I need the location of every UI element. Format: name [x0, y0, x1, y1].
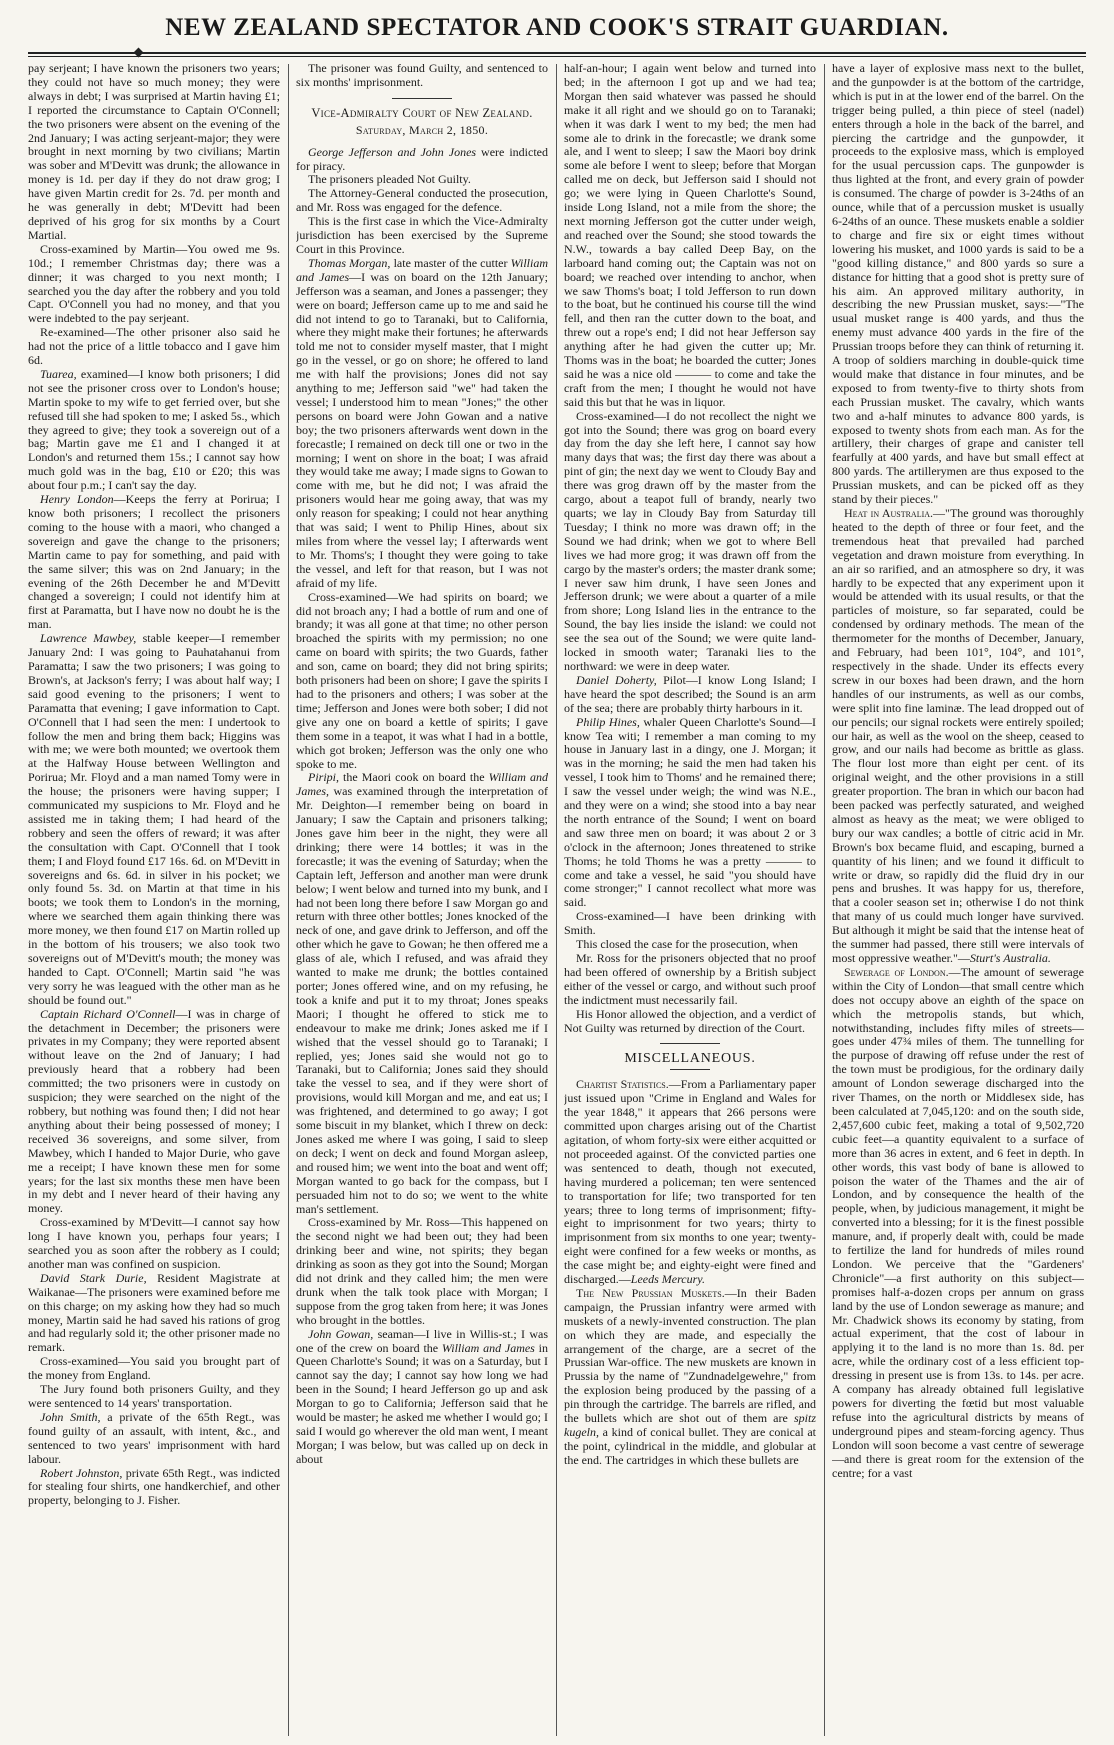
defendant-name: John Smith,	[40, 1409, 101, 1424]
testimony-text: in Queen Charlotte's Sound; it was on a Saturday, but I cannot say the day; I cannot say how long we had been in the Sound; I heard Jefferson go up and ask Morgan to go to California; Jefferson said that he would be master; he asked me whether I would go; I said I would go wherever the old man went, I meant Morgan; I was below, but was called up on deck in about	[296, 1340, 548, 1466]
witness-name: Daniel Doherty,	[576, 672, 657, 687]
column-divider	[824, 64, 825, 1736]
column-4	[832, 62, 1084, 1738]
witness-name: David Stark Durie,	[40, 1270, 147, 1285]
paragraph: half-an-hour; I again went below and turned into bed; in the afternoon I got up and we had tea; Morgan then said whatever was passed he should make it all right and we should go on to Taranaki; when it was dark I went to my bed; the men had some ale to drink in the forecastle; we drank some ale, and I went to sleep; I saw the Maori boy drink some ale before I went to sleep; before that Morgan called me on deck, but Jefferson said I should not go; we were lying in Queen Charlotte's Sound, inside Long Island, not a mile from the shore; the next morning Jefferson got the cutter under weigh, and reached over the Sound; she stood towards the N.W., towards a bay called Deep Bay, on the larboard hand coming out; the Captain was not on board; we reached over intending to anchor, when we saw Thoms's boat; I told Jefferson to run down to the boat, but he continued his course till the wind fell, and then ran the cutter down to the boat, and threw out a rope's end; I did not hear Jefferson say anything after he had given the cutter up; Mr. Thoms was in the boat; he boarded the cutter; Jones said he was a nice old ——— to come and take the craft from the men; I thought he would not have said this but that he was in liquor.	[564, 62, 816, 409]
paragraph	[564, 716, 816, 911]
section-rule	[660, 1043, 720, 1044]
masthead-rule-thin	[28, 56, 1086, 57]
paragraph	[28, 632, 280, 1007]
testimony-text: —I was on board on the 12th January; Jefferson was a seaman, and Jones a passenger; they were on board; Jefferson came up to me and said he did not intend to go to Taranaki, but to California, where they might make their fortunes; he afterwards told me not to consider myself master, that I might go in the vessel, or go on shore; he offered to land me with half the provisions; Jones did not say anything to me; Jefferson said "we" had taken the vessel; I understood him to mean "Jones;" the other persons on board were John Gowan and a native boy; the two prisoners afterwards went down in the forecastle; I remained on deck till one or two in the morning; I went on shore in the boat; I was afraid they would take me away; I made signs to Gowan to come with me, but he did not; I was afraid the prisoners would hear me going away, that was my only reason for speaking; I could not hear anything that was said; I went to Philip Hines, about six miles from where the vessel lay; I afterwards went to Mr. Thoms's; I thought they were going to take the vessel, and left for that reason, but I was not afraid of my life.	[296, 269, 548, 590]
paragraph: Mr. Ross for the prisoners objected that no proof had been offered of ownership by a British subject either of the vessel or cargo, and without such proof the indictment must necessarily fail.	[564, 951, 816, 1007]
paragraph: This is the first case in which the Vice-Admiralty jurisdiction has been exercised by the Supreme Court in this Province.	[296, 214, 548, 256]
article-heading: Heat in Australia.	[844, 506, 934, 520]
column-1	[28, 62, 280, 1738]
vessel-name: William and James	[441, 1340, 535, 1355]
paragraph	[296, 1328, 548, 1467]
witness-name: Piripi,	[308, 770, 340, 785]
vessel-name: William and James,	[296, 770, 548, 799]
witness-name: Captain Richard O'Connell	[40, 1006, 176, 1021]
article-heading: Chartist Statistics.	[576, 1077, 669, 1092]
testimony-text: the Maori cook on board the	[339, 770, 489, 785]
witness-name: Henry London	[40, 492, 114, 507]
column-divider	[288, 64, 289, 1736]
defendant-name: Robert Johnston,	[40, 1465, 123, 1480]
paragraph	[28, 1008, 280, 1217]
paragraph: Cross-examined—You said you brought part of the money from England.	[28, 1354, 280, 1383]
court-heading: Vice-Admiralty Court of New Zealand.	[311, 105, 533, 120]
case-text: private 65th Regt., was indicted for stealing four shirts, one handkerchief, and other property, belonging to J. Fisher.	[28, 1465, 280, 1508]
paragraph: This closed the case for the prosecution, when	[576, 937, 798, 952]
witness-name: Philip Hines,	[576, 714, 640, 729]
paragraph	[564, 1287, 816, 1468]
section-heading: MISCELLANEOUS.	[624, 1051, 756, 1067]
witness-name: John Gowan,	[308, 1326, 374, 1341]
testimony-text: —Keeps the ferry at Porirua; I know both prisoners; I recollect the prisoners coming to the house with a maori, who changed a sovereign and gave the change to the prisoners; Martin came to pay for something, and paid with the same silver; this was on 2nd January; in the evening of the 26th December he and M'Devitt changed a sovereign; I could not identify him at first at Paramatta, but I have now no doubt he is the man.	[28, 492, 280, 632]
article-heading: Sewerage of London.	[844, 964, 949, 979]
section-rule	[670, 1069, 710, 1070]
testimony-text: seaman—I live in Willis-st.; I was one of the crew on board the	[296, 1326, 548, 1355]
article-text: —"The ground was thoroughly heated to the depth of three or four feet, and the tremendous heat that prevailed had parched vegetation and drawn moisture from everything. In an air so rarified, and an atmosphere so dry, it was hardly to be expected that any experiment upon it would be attended with its usual results, or that the particles of moisture, so far separated, could be condensed by ordinary methods. The mean of the thermometer for the months of December, January, and February, had been 101°, 104°, and 101°, respectively in the shade. Under its effects every screw in our boxes had been drawn, and the horn handles of our instruments, as well as our combs, were split into fine laminæ. The lead dropped out of our pencils; our signal rockets were entirely spoiled; our hair, as well as the wool on the sheep, ceased to grow, and our nails had become as brittle as glass. The flour lost more than eight per cent. of its original weight, and the other provisions in a still greater proportion. The bran in which our bacon had been packed was perfectly saturated, and weighed almost as heavy as the meat; we were obliged to bury our wax candles; a bottle of citric acid in Mr. Brown's box became fluid, and escaping, burned a quantity of his linen; and we found it difficult to write or draw, so rapidly did the fluid dry in our pens and brushes. It was happy for us, therefore, that a cooler season set in; otherwise I do not think that many of us could much longer have survived. But although it might be said that the intense heat of the summer had passed, there still were intervals of most oppressive weather."—	[832, 506, 1084, 965]
paragraph	[564, 1078, 816, 1287]
paragraph	[832, 966, 1084, 1481]
paragraph: The Jury found both prisoners Guilty, and they were sentenced to 14 years' transportation.	[28, 1382, 280, 1410]
paragraph	[296, 257, 548, 591]
section-rule	[392, 98, 452, 99]
page-columns	[28, 62, 1086, 1738]
testimony-text: whaler Queen Charlotte's Sound—I know Tea witi; I remember a man coming to my house in January last in a dingy, one J. Morgan; it was in the morning; he said the men had taken his vessel, I took him to Thoms' and he remained there; I saw the vessel under weigh; the wind was N.E., and they were on a wind; she stood into a bay near the north entrance of the Sound; I went on board and saw three men on board; it was about 2 or 3 o'clock in the afternoon; Jones threatened to strike Thoms; he told Thoms he was a pretty ——— to come and take a vessel, he said "you should have come stronger;" I cannot recollect what more was said.	[564, 714, 816, 910]
article-source: Leeds Mercury.	[630, 1272, 705, 1287]
testimony-text: stable keeper—I remember January 2nd: I was going to Pauhatahanui from Paramatta; I saw the two prisoners; I was going to Brown's, at Jackson's ferry; I was about half way; I said good evening to the prisoners; I went to Paramatta that evening; I gave information to Capt. O'Connell that I had seen the men: I undertook to follow the men and bring them back; Higgins was with me; we were both mounted; we overtook them at the Halfway House between Wellington and Porirua; Mr. Floyd and a man named Tomy were in the house; the prisoners were having supper; I communicated my suspicions to Mr. Floyd and he assisted me in taking them; I had heard of the robbery and seen the offers of reward; it was after the consultation with Capt. O'Connell that I took them; I and Floyd found £17 16s. 6d. on M'Devitt in sovereigns and 6s. 6d. in silver in his pocket; we only found 5s. 3d. on Martin at that time in his boots; we took them to London's in the morning, where we searched them again thinking there was more money, we then found £17 on Martin rolled up in the bottom of his trousers; we also took two sovereigns out of M'Devitt's mouth; the money was handed to Capt. O'Connell; Martin said "he was very sorry he was leagued with the other man as he should be found out."	[28, 631, 280, 1007]
article-text: —The amount of sewerage within the City of London—that small centre which does not occupy above an eighth of the space on which the metropolis stands, but which, notwithstanding, includes fifty miles of streets—goes under 47¾ miles of them. The tunnelling for the purpose of drawing off refuse under the rest of the town must be prodigious, for the ordinary daily amount of London sewerage discharged into the river Thames, on the north or Middlesex side, has been calculated at 7,045,120: and on the south side, 2,457,600 cubic feet, making a total of 9,502,720 cubic feet—a quantity equivalent to a surface of more than 36 acres in extent, and 6 feet in depth. In other words, this vast body of bane is allowed to poison the water of the Thames and the air of London, and by consequence the health of the people, when, by judicious management, it might be converted into a blessing; for it is the finest possible manure, and, if properly dealt with, could be made to fertilize the land for hundreds of miles round London. We perceive that the "Gardeners' Chronicle"—a first authority on this subject—promises half-a-dozen crops per annum on grass land by the use of London sewerage as manure; and Mr. Chadwick shows its economy by stating, from actual experiment, that the cost of labour in applying it to the land is no more than 1s. 8d. per acre, while the ordinary cost of a less efficient top-dressing in present use is from 13s. to 14s. per acre. A company has already obtained full legislative powers for diverting the fœtid but most valuable refuse into the agricultural districts by means of underground pipes and steam-forcing agency. Thus London will soon become a vast centre of sewerage—and there is great room for the extension of the centre; for a vast	[832, 964, 1084, 1480]
article-text: —From a Parliamentary paper just issued upon "Crime in England and Wales for the year 1848," it appears that 266 persons were committed upon charges arising out of the Chartist agitation, of whom forty-six were either acquitted or not proceeded against. Of the convicted parties one was sentenced to death, though not executed, having murdered a policeman; ten were sentenced to transportation for life; two transported for ten years; three to long terms of imprisonment; fifty-eight to imprisonment for two years; thirty to imprisonment from six months to one year; twenty-eight were confined for a few weeks or months, as the case might be; and eighty-eight were fined and discharged.—	[564, 1077, 816, 1287]
paragraph	[28, 493, 280, 632]
article-text: a kind of conical bullet. They are conical at the point, cylindrical in the middle, and globular at the end. The cartridges in which these bullets are	[564, 1425, 816, 1467]
paragraph: Re-examined—The other prisoner also said he had not the price of a little tobacco and I gave him 6d.	[28, 325, 280, 368]
paragraph	[28, 1411, 280, 1467]
defendant-names: George Jefferson and John Jones	[308, 144, 477, 159]
paragraph	[296, 146, 548, 174]
article-heading: The New Prussian Muskets.	[576, 1285, 725, 1300]
witness-name: Thomas Morgan,	[308, 255, 391, 270]
testimony-text: late master of the cutter	[390, 255, 511, 270]
case-text: were indicted for piracy.	[296, 144, 548, 173]
paragraph	[28, 368, 280, 493]
testimony-text: Resident Magistrate at Waikanae—The prisoners were examined before me on this charge; on my asking how they had so much money, Martin said he had saved his rations of grog and had regularly sold it; the other prisoner made no remark.	[28, 1270, 280, 1355]
testimony-text: Pilot—I know Long Island; I have heard the spot described; the Sound is an arm of the sea; there are probably thirty harbours in it.	[564, 672, 816, 715]
paragraph	[832, 507, 1084, 966]
masthead-rule	[28, 52, 1086, 54]
testimony-text: was examined through the interpretation of Mr. Deighton—I remember being on board in January; I saw the Captain and prisoners talking; Jones gave him beer in the night, they were all drinking; there were 14 bottles; it was in the forecastle; it was the evening of Saturday; when the Captain left, Jefferson and another man were drunk below; I went below and turned into my bunk, and I had not been long there before I saw Morgan go and return with three other bottles; Jones knocked of the neck of one, and gave drink to Jefferson, and off the other which he gave to Gowan; he then offered me a glass of ale, which I refused, and was afraid they wanted to make me drunk; the bottles contained porter; Jones offered wine, and on my refusing, he took a knife and put it to my throat; Jones speaks Maori; I thought he offered to stick me to endeavour to make me drink; Jones asked me if I wished that the vessel should go to Taranaki; I replied, yes; Jones said she would not go to Taranaki, but to California; Jones said they should take the vessel to sea, and if they were short of provisions, would kill Morgan and me, and eat us; I was frightened, and determined to go away; I got some biscuit in my blanket, which I threw on deck: Jones asked me where I was going, I said to sleep on deck; I went on deck and found Morgan asleep, and roused him; we went into the boat and went off; Morgan wanted to go back for the compass, but I persuaded him not to do so; we went to the white man's settlement.	[296, 784, 548, 1216]
paragraph: Cross-examined—I have been drinking with Smith.	[564, 909, 816, 938]
paragraph	[28, 1467, 280, 1509]
masthead	[0, 0, 1114, 70]
column-3	[564, 62, 816, 1738]
paragraph: Cross-examined by M'Devitt—I cannot say how long I have known you, perhaps four years; I searched you as soon after the robbery as I could; another man was confined on suspicion.	[28, 1215, 280, 1271]
witness-name: Lawrence Mawbey,	[40, 631, 137, 646]
article-text: —In their Baden campaign, the Prussian infantry were armed with muskets of a newly-invented construction. The plan on which they are made, and especially the arrangement of the charge, are a secret of the Prussian War-office. The new muskets are known in Prussia by the name of "Zundnadelgewehre," from the explosion being produced by the passing of a pin through the cartridge. The barrels are rifled, and the bullets which are shot out of them are	[564, 1285, 816, 1426]
testimony-text: —I was in charge of the detachment in December; the prisoners were privates in my Company; they were reported absent without leave on the 2nd of January; I had previously heard that a robbery had been committed; the two prisoners were in custody on suspicion; they were searched on the night of the robbery, but nothing was found then; I did not hear anything about their being possessed of money; I received 36 sovereigns, and some silver, from Mawbey, which I handed to Major Durie, who gave me a receipt; I have known these men for some years; for the last six months these men have been in my debt and I never heard of their having any money.	[28, 1006, 280, 1216]
paragraph: His Honor allowed the objection, and a verdict of Not Guilty was returned by direction of the Court.	[564, 1006, 816, 1035]
column-divider	[556, 64, 557, 1736]
paragraph: Cross-examined—We had spirits on board; we did not broach any; I had a bottle of rum and one of brandy; it was all gone at that time; no other person broached the spirits with my permission; no one came on board with spirits; the two Guards, father and son, came on board; they did not bring spirits; both prisoners had been on shore; I gave the spirits I had to the prisoners and others; I was sober at the time; Jefferson and Jones were both sober; I did not give any one on board a kettle of spirits; I gave them some in a teapot, it was what I had in a bottle, which got broken; Jefferson was the only one who spoke to me.	[296, 589, 548, 771]
paragraph: Cross-examined by Mr. Ross—This happened on the second night we had been out; they had been drinking beer and wine, not spirits; they began drinking as soon as they got into the Sound; Morgan did not drink and they called him; the men were drunk when the talk took place with Morgan; I suppose from the grog taken from here; it was Jones who brought in the bottles.	[296, 1215, 548, 1327]
paragraph	[296, 771, 548, 1216]
paragraph	[28, 1272, 280, 1355]
vessel-name: William and James	[296, 255, 548, 284]
case-text: a private of the 65th Regt., was found guilty of an assault, with intent, &c., and sentenced to two years' imprisonment with hard labour.	[28, 1409, 280, 1466]
paragraph: The prisoners pleaded Not Guilty.	[308, 172, 471, 187]
paragraph: Cross-examined—I do not recollect the night we got into the Sound; there was grog on board every day from the day she left here, I cannot say how many days that was; the first day there was about a pint of gin; the next day we went to Cloudy Bay and there was grog drawn off by the master from the cargo, about a teapot full of brandy, nearly two quarts; we lay in Cloudy Bay from Saturday till Tuesday; I think no more was drawn off; in the Sound we had drink; when we got to where Bell lives we had more grog; it was drawn off from the cargo by the master's orders; the master drank some; I never saw him drunk, I have seen Jones and Jefferson drunk; we were about a quarter of a mile from shore; Long Island lies in the entrance to the Sound, the bay lies inside the island: we could not see the sea out of the Sound; we were quite land-locked in smooth water; Taranaki lies to the northward: we were in deep water.	[564, 408, 816, 673]
testimony-text: examined—I know both prisoners; I did not see the prisoner cross over to London's house; Martin spoke to my wife to get ferried over, but she refused till she had spoken to me; I asked 5s., which they agreed to give; they took a sovereign out of a bag; Martin gave me £1 and I changed it at London's and returned them 15s.; I cannot say how much gold was in the bag, £10 or £20; this was about four p.m.; I can't say the day.	[28, 366, 280, 493]
paragraph: The Attorney-General conducted the prosecution, and Mr. Ross was engaged for the defence.	[296, 186, 548, 215]
paragraph: pay serjeant; I have known the prisoners two years; they could not have so much money; they were always in debt; I was surprised at Martin having £1; I reported the circumstance to Captain O'Connell; the two prisoners were absent on the evening of the 2nd January; I was acting serjeant-major; they were brought in next morning by two civilians; Martin was sober and M'Devitt was drunk; the allowance in money is 1d. per day if they do not draw grog; I have given Martin credit for 2s. 7d. per month and he was generally in debt; M'Devitt had been deprived of his grog for six months by a Court Martial.	[28, 62, 280, 242]
paragraph: The prisoner was found Guilty, and sentenced to six months' imprisonment.	[296, 62, 548, 89]
paragraph: Cross-examined by Martin—You owed me 9s. 10d.; I remember Christmas day; there was a dinner; it was charged to you next month; I searched you the day after the robbery and you told Capt. O'Connell you had no money, and that you were indebted to the pay serjeant.	[28, 241, 280, 326]
newspaper-title: NEW ZEALAND SPECTATOR AND COOK'S STRAIT GUARDIAN.	[165, 14, 949, 41]
witness-name: Tuarea,	[40, 366, 77, 381]
article-source: Sturt's Australia.	[969, 951, 1051, 965]
column-2	[296, 62, 548, 1738]
emphasis-text: spitz kugeln,	[564, 1411, 816, 1439]
paragraph	[564, 674, 816, 716]
court-date: Saturday, March 2, 1850.	[355, 122, 489, 137]
paragraph: have a layer of explosive mass next to the bullet, and the gunpowder is at the bottom of the cartridge, which is put in at the lower end of the barrel. On the trigger being pulled, a thin piece of steel (nadel) enters through a hole in the back of the barrel, and piercing the cartridge and the gunpowder, it proceeds to the explosive mass, which is employed for the usual percussion caps. The gunpowder is thus lighted at the front, and every grain of powder is consumed. The charge of powder is 3-24ths of an ounce, while that of a percussion musket is usually 6-24ths of an ounce. These muskets enable a soldier to charge and fire six or eight times without lowering his musket, and 1000 yards is said to be a "good killing distance," and 800 yards so sure a distance for hitting that a good shot is pretty sure of his aim. An approved military authority, in describing the new Prussian musket, says:—"The usual musket range is 400 yards, and thus the enemy must advance 400 yards in the fire of the Prussian troops before they can think of returning it. A troop of soldiers marching in double-quick time would make that distance in four minutes, and be exposed to from twenty-five to thirty shots from each Prussian musket. The cavalry, which wants two and a-half minutes to advance 800 yards, is exposed to twenty shots from each man. As for the artillery, their charges of grape and canister tell fearfully at 400 yards, and have but small effect at 800 yards. The artillerymen are thus exposed to the Prussian muskets, and can be picked off as they stand by their pieces."	[832, 62, 1084, 507]
